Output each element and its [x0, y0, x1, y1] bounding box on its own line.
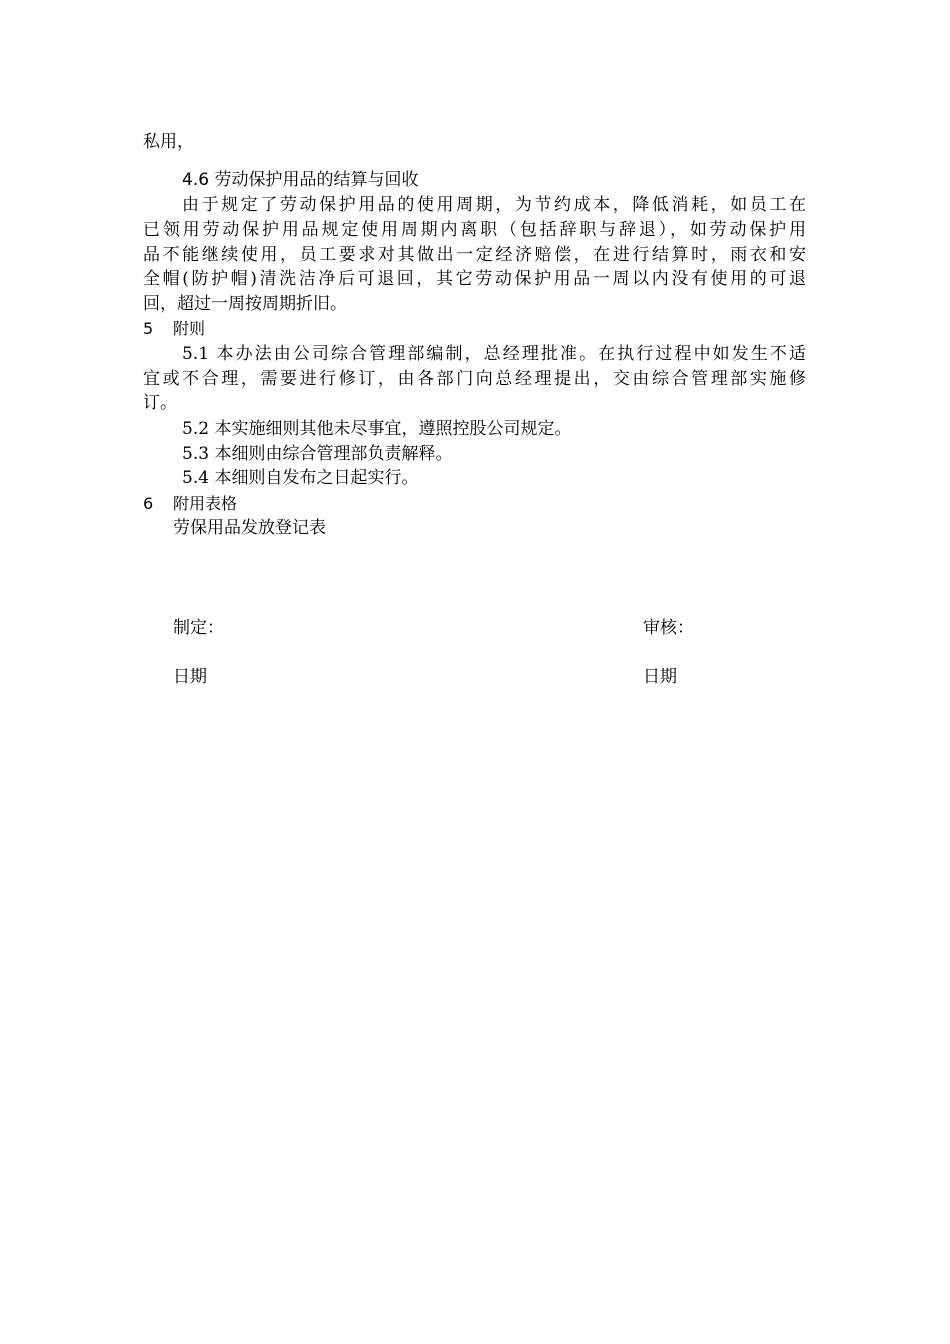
item-5-1-line-3: 订。	[143, 393, 177, 413]
section-4-6-line-2: 已领用劳动保护用品规定使用周期内离职（包括辞职与辞退），如劳动保护用	[143, 220, 806, 240]
section-4-6-line-4: 全帽(防护帽)清洗洁净后可退回，其它劳动保护用品一周以内没有使用的可退	[143, 269, 806, 289]
section-6-title: 附用表格	[173, 494, 238, 513]
section-4-6-heading	[182, 169, 418, 192]
item-5-4: 5.4 本细则自发布之日起实行。	[182, 468, 419, 488]
date-right-label: 日期	[643, 667, 677, 687]
reviewed-by-label: 审核：	[643, 618, 694, 638]
item-5-3: 5.3 本细则由综合管理部负责解释。	[182, 444, 453, 464]
continuation-text: 私用，	[143, 132, 194, 152]
prepared-by-label: 制定：	[173, 618, 224, 638]
section-5-title: 附则	[173, 319, 206, 338]
section-6-number: 6	[143, 494, 154, 513]
item-5-2: 5.2 本实施细则其他未尽事宜，遵照控股公司规定。	[182, 419, 572, 439]
form-name: 劳保用品发放登记表	[173, 518, 326, 538]
item-5-1-line-1: 5.1 本办法由公司综合管理部编制，总经理批准。在执行过程中如发生不适	[182, 344, 806, 364]
item-5-1-line-2: 宜或不合理，需要进行修订，由各部门向总经理提出，交由综合管理部实施修	[143, 369, 806, 389]
section-4-6-line-3: 品不能继续使用，员工要求对其做出一定经济赔偿，在进行结算时，雨衣和安	[143, 245, 806, 265]
section-4-6-title: 劳动保护用品的结算与回收	[214, 170, 419, 190]
section-4-6-line-5: 回，超过一周按周期折旧。	[143, 294, 347, 314]
section-4-6-line-1: 由于规定了劳动保护用品的使用周期，为节约成本，降低消耗，如员工在	[182, 195, 806, 215]
date-left-label: 日期	[173, 667, 207, 687]
section-4-6-number: 4.6	[182, 170, 210, 190]
section-5-number: 5	[143, 319, 154, 338]
